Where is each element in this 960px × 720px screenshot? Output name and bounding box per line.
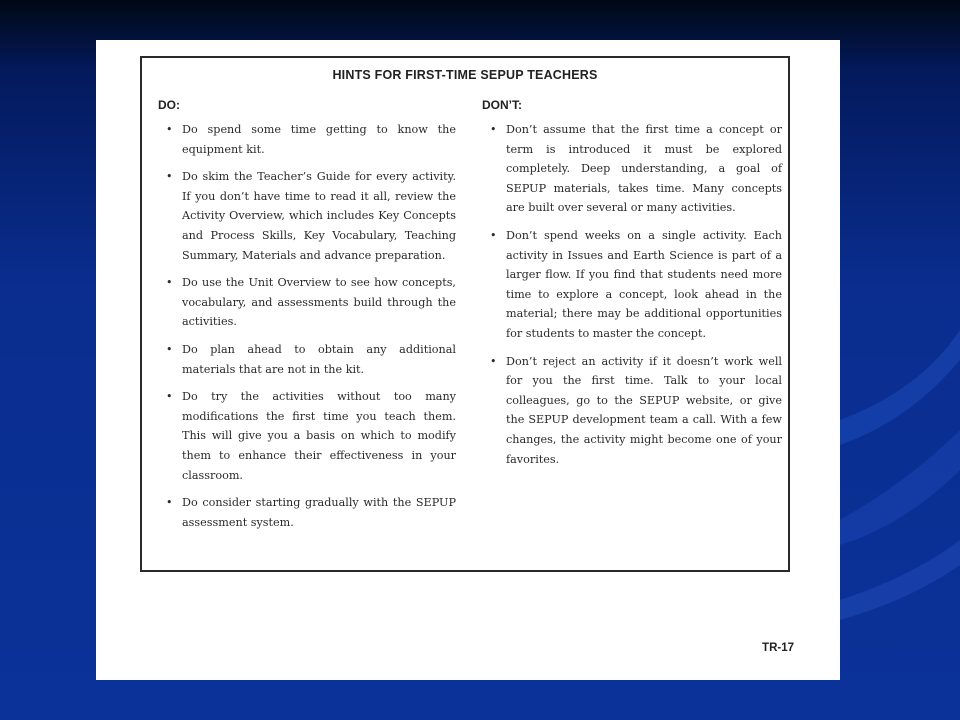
bullet-icon: •	[166, 123, 173, 136]
dont-item: • Don’t assume that the first time a concept or term is introduced it must be explored completely. Deep understanding, a goal of SEPUP materials, takes time. Many concepts are built over several or many activities.	[482, 120, 782, 218]
dont-column	[482, 98, 782, 477]
bullet-icon: •	[490, 354, 497, 368]
bullet-icon: •	[166, 496, 173, 510]
dont-list	[482, 120, 782, 469]
do-item: • Do use the Unit Overview to see how concepts, vocabulary, and assessments build through the activities.	[158, 273, 456, 332]
bullet-icon: •	[166, 276, 173, 290]
bullet-icon: •	[166, 390, 173, 404]
bullet-icon: •	[166, 170, 173, 184]
hints-box	[140, 56, 790, 572]
do-item: • Do plan ahead to obtain any additional materials that are not in the kit.	[158, 340, 456, 379]
bullet-icon: •	[490, 123, 497, 136]
do-item: • Do try the activities without too many modifications the first time you teach them. This will give you a basis on which to modify them to enhance their effectiveness in your classroom.	[158, 387, 456, 485]
hints-title: HINTS FOR FIRST-TIME SEPUP TEACHERS	[332, 68, 598, 82]
bullet-icon: •	[166, 342, 173, 356]
do-column	[158, 98, 456, 540]
dont-item: • Don’t spend weeks on a single activity. Each activity in Issues and Earth Science is part of a larger flow. If you find that students need more time to explore a concept, look ahead in the material; there may be additional opportunities for students to master the concept.	[482, 226, 782, 344]
do-item: • Do consider starting gradually with the SEPUP assessment system.	[158, 493, 456, 532]
do-list	[158, 120, 456, 532]
bullet-icon: •	[490, 228, 497, 242]
do-item: • Do skim the Teacher’s Guide for every activity. If you don’t have time to read it all, review the Activity Overview, which includes Key Concepts and Process Skills, Key Vocabulary, Teaching Summary, Materials and advance preparation.	[158, 167, 456, 265]
document-page	[96, 40, 840, 680]
dont-item: • Don’t reject an activity if it doesn’t work well for you the first time. Talk to your local colleagues, go to the SEPUP website, or give the SEPUP development team a call. With a few changes, the activity might become one of your favorites.	[482, 352, 782, 470]
do-heading: DO:	[158, 98, 180, 112]
page-code: TR-17	[762, 642, 794, 654]
dont-heading: DON’T:	[482, 98, 522, 112]
do-item: • Do spend some time getting to know the equipment kit.	[158, 120, 456, 159]
